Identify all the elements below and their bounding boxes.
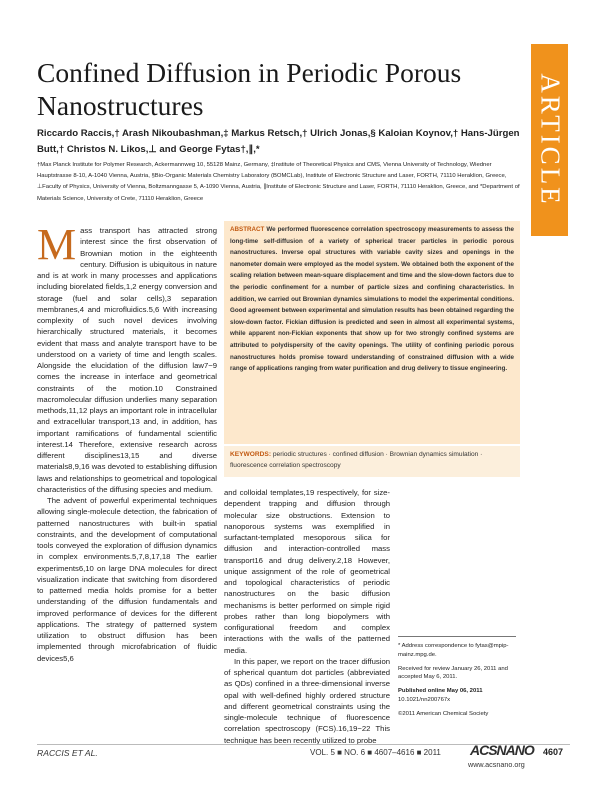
correspondence-note: * Address correspondence to fytas@mpip-mainz.mpg.de. xyxy=(398,643,509,658)
author-list: Riccardo Raccis,† Arash Nikoubashman,‡ Markus Retsch,† Ulrich Jonas,§ Kaloian Koynov,† Hans-Jürgen Butt,† Christos N. Likos,⊥ and George Fytas†,∥,* xyxy=(37,128,520,155)
keywords xyxy=(230,450,514,471)
intro-paragraph-1 xyxy=(37,220,217,495)
intro-paragraph-1-text: ass transport has attracted strong interest since the first observation of Brownian motion in the eighteenth century. Diffusion is ubiquitous in nature and is at work in many processes and applications including biorelated fields,1,2 energy conversion and storage (fuel and solar cells),3 separation membranes,4 and microfluidics.5,6 With increasing complexity of such novel devices involving hierarchically structured materials, it becomes evident that mass and analyte transport have to be understood on a variety of time and length scales. Alongside the elucidation of the diffusion law7−9 comes the increase in interface and geometrical constraints of the motion.10 Constrained macromolecular diffusion underlies many separation methods,11,12 plays an important role in intracellular and extracellular transport,13 and, in addition, has important ramifications of fundamental scientific interest.14 Therefore, extensive research across different disciplines13,15 and diverse materials8,9,16 was devoted to establishing diffusion laws and relationships to geometrical and topological characteristics of the diffusing species and medium. xyxy=(37,226,217,494)
journal-logo: ACSNANO xyxy=(470,742,534,758)
affiliations: †Max Planck Institute for Polymer Research, Ackermannweg 10, 55128 Mainz, Germany, ‡Institute of Theoretical Physics and CMS, Vienna University of Technology, Wiedner Hauptstrasse 8-10, A-1040 Vienna, Austria, §Bio-Organic Materials Chemistry Laboratory (BOMCLab), Institute of Electronic Structure and Laser, FORTH, 71110 Heraklion, Greece, ⊥Faculty of Physics, University of Vienna, Boltzmanngasse 5, A-1090 Vienna, Austria, ∥Institute of Electronic Structure and Laser, FORTH, 71110 Heraklion, Greece, and *Department of Materials Science, University of Crete, 71110 Heraklion, Greece xyxy=(37,162,520,202)
article-section-tab xyxy=(531,44,568,236)
doi-note: 10.1021/nn200767x xyxy=(398,696,451,703)
received-note: Received for review January 26, 2011 and accepted May 6, 2011. xyxy=(398,665,508,681)
col2-paragraph-2: In this paper, we report on the tracer diffusion of spherical quantum dot particles (abbreviated as QDs) confined in a three-dimensional inverse opal with well-defined highly ordered structure and different geometrical constraints using the single-molecule technique of fluorescence correlation spectroscopy (FCS).16,19−22 This technique has been recently utilized to probe xyxy=(224,656,390,745)
title-line-2: Nanostructures xyxy=(37,90,204,121)
intro-paragraph-2: The advent of powerful experimental techniques allowing single-molecule detection, the fabrication of patterned nanostructures with built-in spatial constraints, and the development of computational tools conveyed the exploration of diffusion dynamics in complex environments.5,7,8,17,18 The earlier experiments6,10 on large DNA molecules for direct visualization indicate that switching from disordered to patterned media holds promise for a better understanding of the diffusion fundamentals and improved performance of devices for the different applications. The strategy of patterned system utilization to obstruct diffusion has been implemented through microfabrication of fluidic devices5,6 xyxy=(37,496,217,663)
drop-cap: M xyxy=(37,220,77,269)
volume-info: VOL. 5 ■ NO. 6 ■ 4607–4616 ■ 2011 xyxy=(310,748,441,757)
abstract-label: ABSTRACT xyxy=(230,226,265,233)
copyright-note: ©2011 American Chemical Society xyxy=(398,710,489,717)
abstract xyxy=(230,224,514,375)
col2-paragraph-1: and colloidal templates,19 respectively, for size-dependent trapping and diffusion through molecular size obstructions. Extension to nanoporous systems was exemplified in surfactant-templated mesoporous silica for diffusion and interaction-controlled mass transport16 and drug delivery.2,18 However, unique assignment of the role of geometrical and topological characteristics of periodic nanostructures on the basic diffusion mechanisms is better performed on simple rigid probes rather than long biopolymers with configurational freedom and complex interactions with the walls of the patterned media. xyxy=(224,488,390,655)
sidebar-divider xyxy=(398,636,516,637)
running-head: RACCIS ET AL. xyxy=(37,748,98,758)
published-note: Published online May 06, 2011 xyxy=(398,688,483,695)
abstract-text: We performed fluorescence correlation spectroscopy measurements to assess the long-time self-diffusion of a variety of spherical tracer particles in periodic porous nanostructures. Inverse opal structures with variable cavity sizes and openings in the nanometer domain were employed as the model system. We obtained both the exponent of the scaling relation between mean-square displacement and time and the slow-down factors due to the periodic confinement for a number of particle sizes and confining characteristics. In addition, we carried out Brownian dynamics simulations to model the experimental conditions. Good agreement between experimental and simulation results has been obtained regarding the slow-down factor. Fickian diffusion is predicted and seen in almost all experimental systems, while apparent non-Fickian exponents that show up for two strongly confined systems are attributed to polydispersity of the cavity openings. The utility of confining periodic porous nanostructures holds promise toward understanding of constrained diffusion with a wide range of applications ranging from water purification and drug delivery to tissue engineering. xyxy=(230,226,514,373)
keywords-label: KEYWORDS: xyxy=(230,451,272,458)
intro-column xyxy=(37,220,217,664)
page-number: 4607 xyxy=(543,747,564,757)
section-tab-label: ARTICLE xyxy=(535,73,565,207)
sidebar-notes xyxy=(398,636,523,724)
title-line-1: Confined Diffusion in Periodic Porous xyxy=(37,57,462,88)
paper-title xyxy=(37,56,517,122)
body-column-2 xyxy=(224,487,390,746)
keywords-text: periodic structures · confined diffusion · Brownian dynamics simulation · fluorescence correlation spectroscopy xyxy=(230,451,483,469)
journal-url[interactable]: www.acsnano.org xyxy=(468,760,525,769)
